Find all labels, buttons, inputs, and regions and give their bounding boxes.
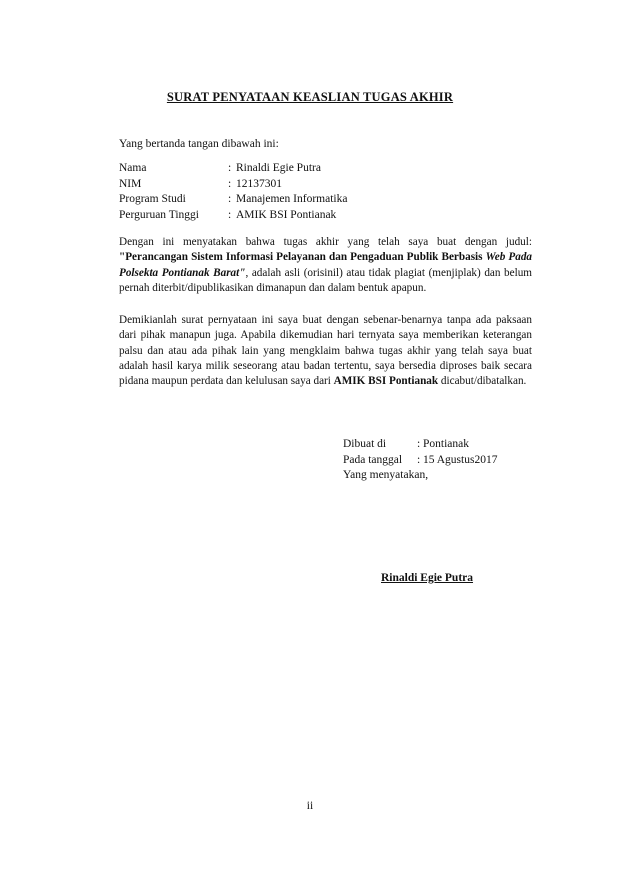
sign-date-value: 15 Agustus2017	[423, 453, 498, 466]
sign-date-row	[343, 453, 497, 469]
identity-label: Nama	[119, 162, 147, 174]
identity-row-institution	[119, 208, 347, 224]
document-title: SURAT PENYATAAN KEASLIAN TUGAS AKHIR	[166, 90, 454, 104]
identity-label: Perguruan Tinggi	[119, 208, 199, 221]
statement-lead: Dengan ini menyatakan bahwa tugas akhir yang telah saya buat dengan judul:	[119, 236, 532, 248]
thesis-title-part2: Web Pada Polsekta Pontianak Barat"	[119, 251, 533, 279]
identity-separator: :	[228, 162, 232, 174]
identity-value: Manajemen Informatika	[236, 193, 348, 205]
sign-date-label: Pada tanggal	[343, 453, 403, 466]
signature-block	[343, 437, 497, 484]
identity-row-program	[119, 192, 347, 208]
statement-paragraph	[119, 235, 532, 296]
identity-value: Rinaldi Egie Putra	[236, 162, 321, 174]
identity-value: AMIK BSI Pontianak	[236, 208, 337, 221]
identity-table	[119, 161, 347, 223]
declaration-end: dicabut/dibatalkan.	[438, 375, 527, 388]
identity-row-name	[119, 161, 347, 177]
identity-separator: :	[228, 177, 232, 190]
sign-separator: :	[417, 453, 421, 466]
identity-row-nim	[119, 177, 347, 193]
identity-value: 12137301	[236, 177, 282, 190]
statement-tail: , adalah asli (orisinil) atau tidak plagiat (menjiplak) dan belum pernah diterbit/dipublikasikan dimanapun dan dalam bentuk apapun.	[119, 266, 533, 294]
thesis-title-part1: "Perancangan Sistem Informasi Pelayanan dan Pengaduan Publik Berbasis	[119, 251, 483, 264]
sign-place-row	[343, 437, 497, 453]
sign-place-value: Pontianak	[423, 438, 469, 450]
identity-separator: :	[228, 193, 232, 205]
identity-separator: :	[228, 208, 232, 221]
sign-closing: Yang menyatakan,	[343, 469, 429, 481]
identity-label: NIM	[119, 177, 142, 190]
identity-label: Program Studi	[119, 193, 186, 205]
signer-name: Rinaldi Egie Putra	[381, 572, 474, 584]
declaration-text: Demikianlah surat pernyataan ini saya buat dengan sebenar-benarnya tanpa ada paksaan dari pihak manapun juga. Apabila dikemudian hari ternyata saya memberikan keterangan palsu dan atau ada pihak lain yang mengklaim bahwa tugas akhir yang telah saya buat adalah hasil karya milik seseorang atau badan tertentu, saya bersedia diproses baik secara pidana maupun perdata dan kelulusan saya dari	[119, 314, 532, 388]
sign-separator: :	[417, 438, 421, 450]
sign-place-label: Dibuat di	[343, 438, 387, 450]
page-number: ii	[306, 800, 314, 812]
declaration-paragraph	[119, 313, 532, 389]
institution-name: AMIK BSI Pontianak	[333, 375, 439, 388]
intro-text: Yang bertanda tangan dibawah ini:	[119, 138, 279, 150]
